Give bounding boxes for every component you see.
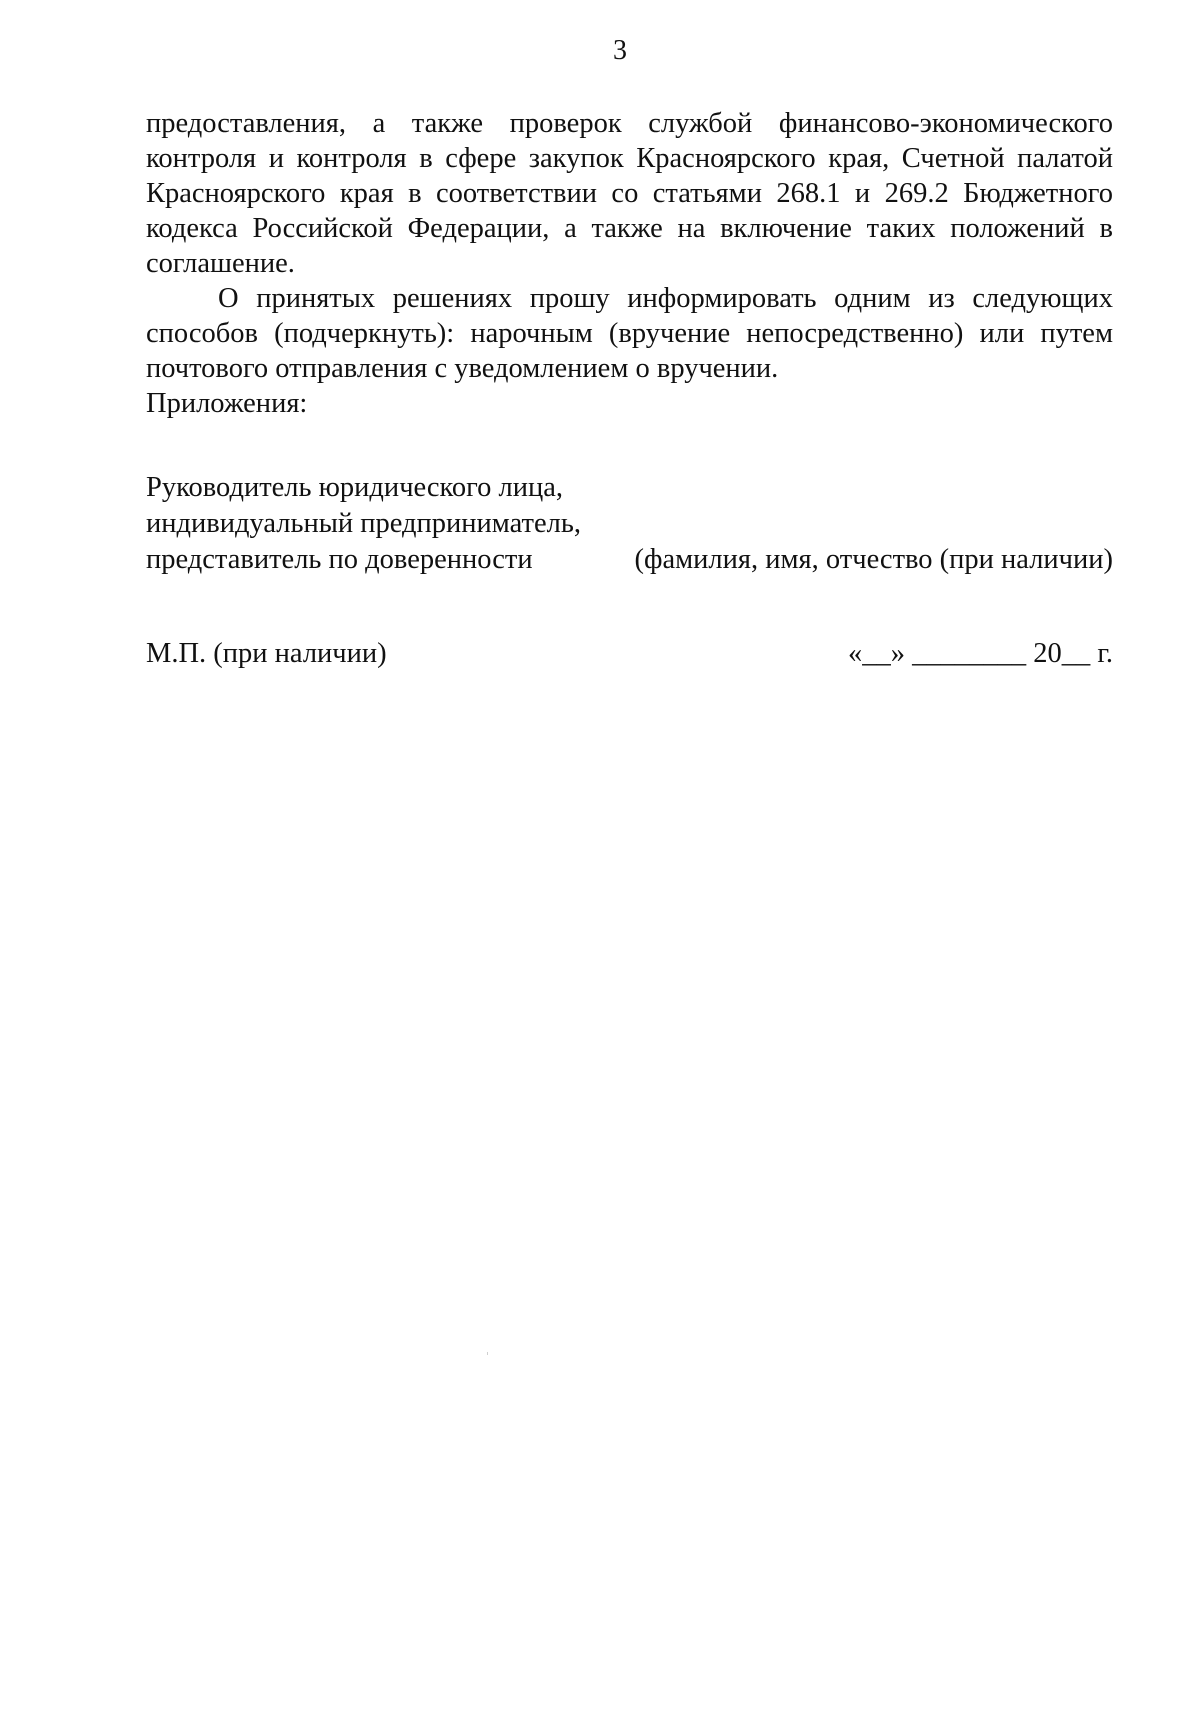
signatory-name-hint: (фамилия, имя, отчество (при наличии) [634,544,1113,575]
attachments-label: Приложения: [146,388,308,419]
signatory-row [146,542,1113,578]
stamp-placeholder: М.П. (при наличии) [146,638,387,669]
signature-block [146,470,1113,578]
signatory-role-line-3: представитель по доверенности [146,544,533,575]
signatory-role-line-2: индивидуальный предприниматель, [146,508,581,539]
stamp-date-row [146,636,1113,672]
document-body [146,106,1113,421]
paragraph-notification-method: О принятых решениях прошу информировать одним из следующих способов (подчеркнуть): нарочным (вручение непосредственно) или путем почтового отправления с уведомлением о вручении. [146,283,1113,384]
date-placeholder: «__» ________ 20__ г. [848,638,1113,669]
scan-speck [487,1352,488,1355]
signatory-role-line-1: Руководитель юридического лица, [146,472,564,503]
page-number: 3 [613,35,627,66]
paragraph-verification-clause: предоставления, а также проверок службой финансово-экономического контроля и контроля в сфере закупок Красноярского края, Счетной палатой Красноярского края в соответствии со статьями 268.1 и 269.2 Бюджетного кодекса Российской Федерации, а также на включение таких положений в соглашение. [146,108,1113,279]
